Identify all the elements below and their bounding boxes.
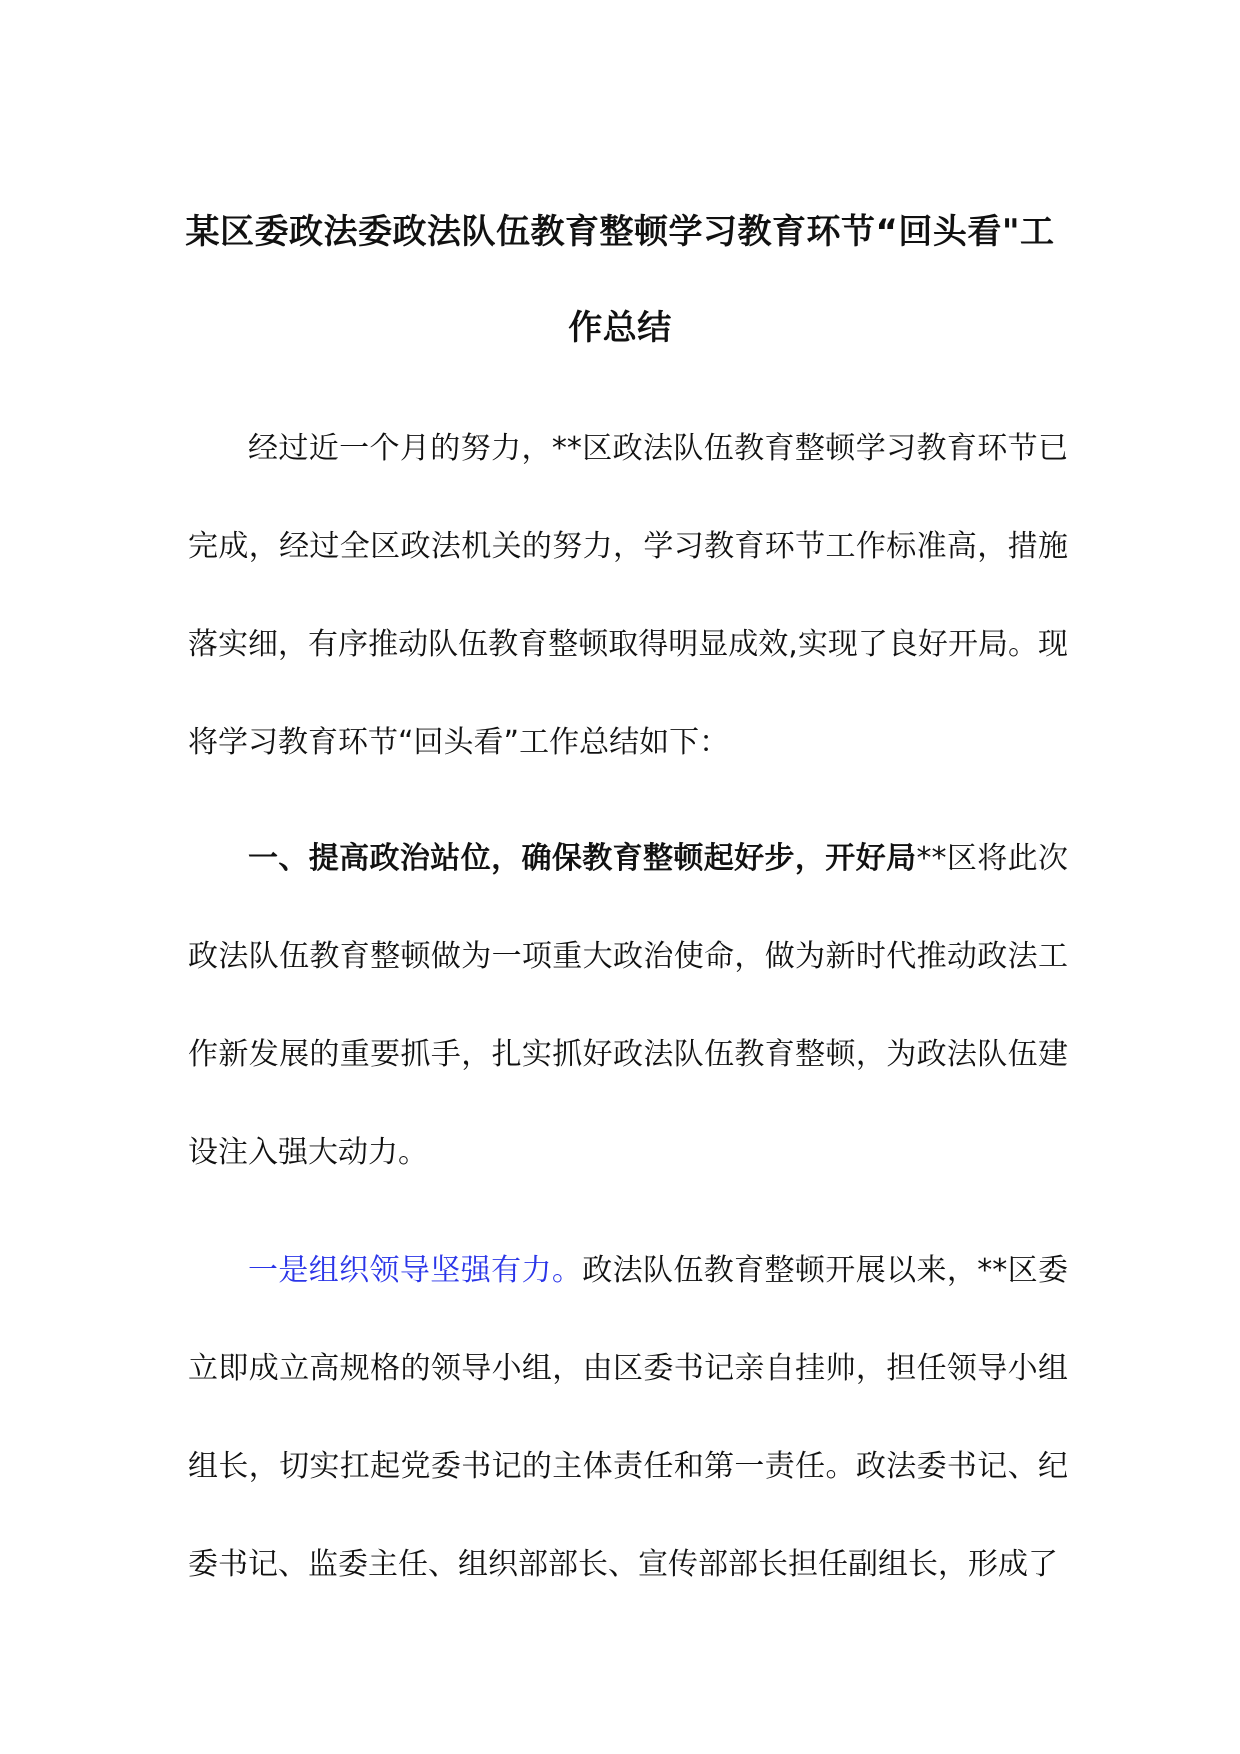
document-title-line-1: 某区委政法委政法队伍教育整顿学习教育环节“回头看"工 [185, 212, 1055, 252]
intro-paragraph: 经过近一个月的努力，**区政法队伍教育整顿学习教育环节已完成，经过全区政法机关的努力，学习教育环节工作标准高，措施落实细，有序推动队伍教育整顿取得明显成效,实现了良好开局。现将学习教育环节“回头看”工作总结如下： [188, 431, 1068, 760]
section-1-heading: 一、提高政治站位，确保教育整顿起好步，开好局 [248, 841, 917, 876]
point-1-lead: 一是组织领导坚强有力。 [248, 1253, 583, 1288]
point-1-paragraph [188, 1222, 1068, 1614]
section-1-text: **区将此次政法队伍教育整顿做为一项重大政治使命，做为新时代推动政法工作新发展的重要抓手，扎实抓好政法队伍教育整顿，为政法队伍建设注入强大动力。 [188, 841, 1069, 1170]
section-1-paragraph [188, 810, 1068, 1202]
document-title-line-2: 作总结 [568, 308, 672, 348]
point-1-text: 政法队伍教育整顿开展以来，**区委立即成立高规格的领导小组，由区委书记亲自挂帅，担任领导小组组长，切实扛起党委书记的主体责任和第一责任。政法委书记、纪委书记、监委主任、组织部部长、宣传部部长担任副组长，形成了 [188, 1253, 1069, 1582]
